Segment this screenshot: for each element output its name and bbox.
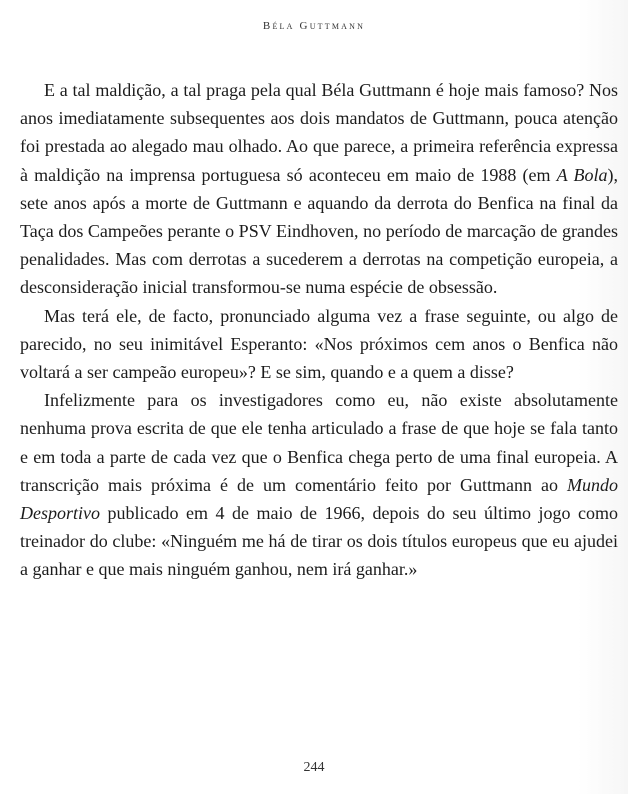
paragraph-1-text-1: E a tal maldição, a tal praga pela qual Béla Guttmann é hoje mais famoso? Nos anos imediatamente subsequentes aos dois mandatos de Guttmann, pouca atenção foi prestada ao alegado mau olhado. Ao que parece, a primeira referência expressa à maldição na imprensa portuguesa só aconteceu em maio de 1988 (em [20, 80, 618, 185]
running-head [0, 20, 628, 32]
body-text [20, 76, 618, 584]
newspaper-title-mundo-desportivo: Mundo Desportivo [20, 474, 618, 524]
paragraph-1-text-2: ), sete anos após a morte de Guttmann e aquando da derrota do Benfica na final da Taça dos Campeões perante o PSV Eindhoven, no período de marcação de grandes penalidades. Mas com derrotas a sucederem a derrotas na competição europeia, a desconsideração inicial transformou-se numa espécie de obsessão. [20, 164, 618, 298]
page-number-text: 244 [303, 760, 325, 775]
paragraph-3 [20, 386, 618, 583]
paragraph-1 [20, 76, 618, 302]
paragraph-3-text-1: Infelizmente para os investigadores como eu, não existe absolutamente nenhuma prova escrita de que ele tenha articulado a frase de que hoje se fala tanto e em toda a parte de cada vez que o Benfica chega perto de uma final europeia. A transcrição mais próxima é de um comentário feito por Guttmann ao [20, 390, 618, 495]
paragraph-3-text-2: publicado em 4 de maio de 1966, depois do seu último jogo como treinador do clube: «Ninguém me há de tirar os dois títulos europeus que eu ajudei a ganhar e que mais ninguém ganhou, nem irá ganhar.» [20, 503, 618, 580]
page-number [0, 760, 628, 776]
running-head-text: Béla Guttmann [262, 20, 366, 32]
newspaper-title-a-bola: A Bola [556, 164, 608, 185]
paragraph-2-text: Mas terá ele, de facto, pronunciado alguma vez a frase seguinte, ou algo de parecido, no seu inimitável Esperanto: «Nos próximos cem anos o Benfica não voltará a ser campeão europeu»? E se sim, quando e a quem a disse? [20, 305, 618, 383]
paragraph-2 [20, 302, 618, 387]
